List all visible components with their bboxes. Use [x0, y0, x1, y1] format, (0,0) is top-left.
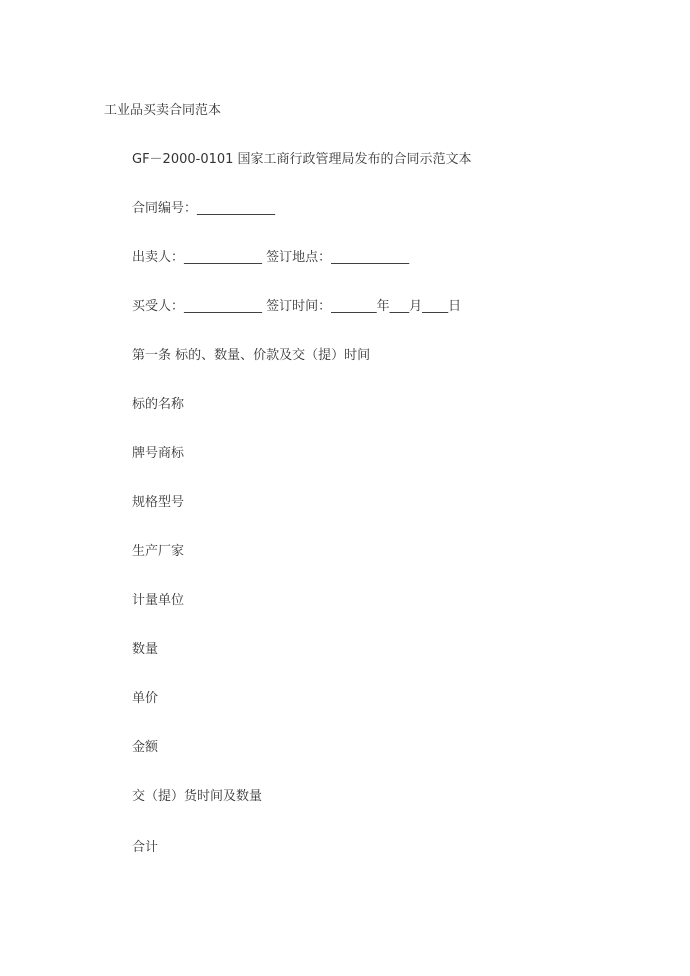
contract-number-line: 合同编号：____________ [132, 201, 276, 216]
document-title: 工业品买卖合同范本 [104, 103, 222, 118]
field-delivery-time-quantity: 交（提）货时间及数量 [132, 789, 263, 804]
field-specification-model: 规格型号 [132, 495, 185, 510]
buyer-line: 买受人：____________ 签订时间：_______年___月____日 [132, 299, 462, 314]
article-1-heading: 第一条 标的、数量、价款及交（提）时间 [132, 348, 371, 363]
field-unit-price: 单价 [132, 691, 159, 706]
field-subject-name: 标的名称 [132, 397, 185, 412]
field-unit-of-measure: 计量单位 [132, 593, 185, 608]
field-quantity: 数量 [132, 642, 159, 657]
field-manufacturer: 生产厂家 [132, 544, 185, 559]
field-amount: 金额 [132, 740, 159, 755]
document-subtitle: GF－2000-0101 国家工商行政管理局发布的合同示范文本 [132, 152, 472, 167]
field-brand-trademark: 牌号商标 [132, 446, 185, 461]
seller-line: 出卖人：____________ 签订地点：____________ [132, 250, 410, 265]
field-total: 合计 [132, 840, 159, 855]
